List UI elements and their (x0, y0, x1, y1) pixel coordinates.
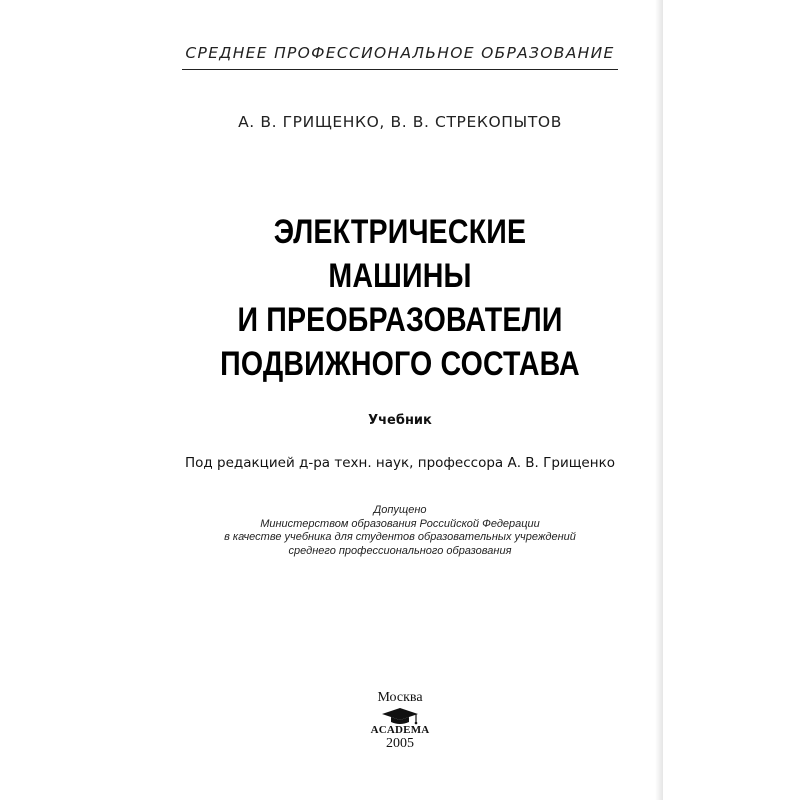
publication-city: Москва (377, 690, 423, 705)
publication-year: 2005 (386, 736, 414, 751)
page-edge-shadow (655, 0, 663, 800)
publisher-logo (360, 706, 440, 738)
book-title-line: ЭЛЕКТРИЧЕСКИЕ (273, 213, 527, 251)
book-title-line: МАШИНЫ (328, 257, 472, 295)
approval-line: Допущено (373, 504, 427, 516)
series-underline (182, 69, 618, 70)
book-title (198, 210, 601, 386)
approval-line: среднего профессионального образования (288, 544, 512, 557)
approval-line: Министерством образования Российской Федерации (260, 517, 540, 530)
book-title-line: И ПРЕОБРАЗОВАТЕЛИ (237, 301, 563, 339)
imprint (300, 690, 500, 752)
approval-note (170, 504, 630, 558)
authors: А. В. ГРИЩЕНКО, В. В. СТРЕКОПЫТОВ (238, 113, 562, 131)
document-type: Учебник (368, 413, 432, 428)
series-title: СРЕДНЕЕ ПРОФЕССИОНАЛЬНОЕ ОБРАЗОВАНИЕ (185, 44, 615, 62)
approval-line: в качестве учебника для студентов образовательных учреждений (224, 531, 576, 543)
book-title-line: ПОДВИЖНОГО СОСТАВА (220, 345, 580, 383)
publisher-name: ACADEMA (370, 724, 430, 736)
editor-note: Под редакцией д-ра техн. наук, профессора А. В. Грищенко (185, 455, 615, 471)
